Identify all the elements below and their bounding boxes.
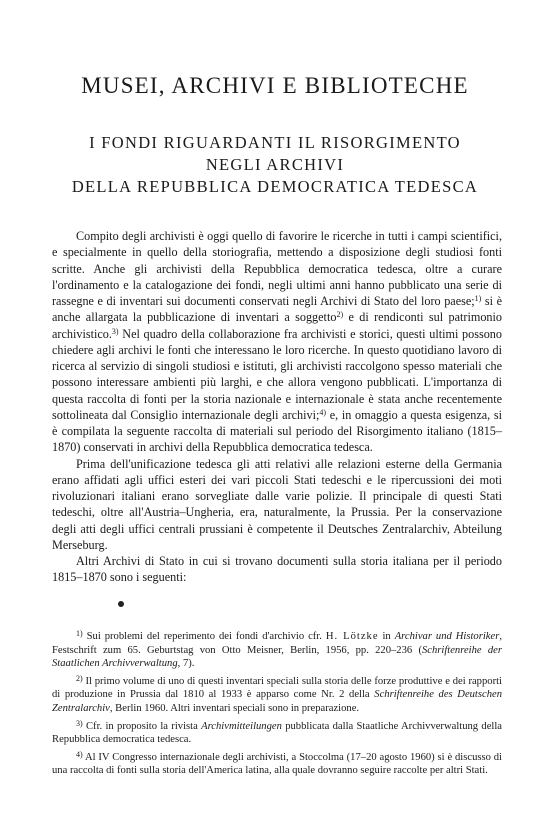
section-heading: MUSEI, ARCHIVI E BIBLIOTECHE <box>81 73 469 98</box>
article-title <box>40 132 510 198</box>
cited-author: H. Lötzke <box>325 631 379 642</box>
body-paragraph-2: Prima dell'unificazione tedesca gli atti relativi alle relazioni esterne della Germania erano affidati agli uffici esteri dei vari piccoli Stati tedeschi e le ripercussioni dei moti rivoluzionari italiani erano sorvegliate dalle varie polizie. Il principale di questi Stati tedeschi, oltre all'Austria–Ungheria, era, naturalmente, la Prussia. Per la conservazione degli atti degli uffici centrali prussiani è competente il Deutsches Zentralarchiv, Abteilung Merseburg. <box>52 456 502 552</box>
footnote-1 <box>52 627 502 671</box>
cited-series: Schriftenreihe der Staatlichen Archivverwaltung <box>52 644 502 670</box>
footnote-text: , Festschrift zum 65. Geburtstag von Otto Meisner, Berlin, 1956, pp. 220–236 ( <box>52 631 502 656</box>
footnote-number: 1) <box>76 629 83 638</box>
body-paragraph-1 <box>52 228 502 456</box>
footnote-number: 2) <box>76 673 83 683</box>
footnote-2 <box>52 672 502 716</box>
body-text-run: e, in omaggio a questa esigenza, si è compilata la seguente raccolta di materiali sul periodo del Risorgimento italiano (1815–1870) conservati in archivi della Repubblica democratica tedesca. <box>52 407 502 455</box>
footnote-text: Sui problemi del reperimento dei fondi d'archivio cfr. <box>86 631 326 642</box>
body-text-run: Nel quadro della collaborazione fra archivisti e storici, questi ultimi possono chiedere agli archivi le fonti che interessano le loro ricerche. In questo quotidiano lavoro di ricerca al servizio di singoli studiosi e istituti, gli archivisti raccolgono spesso materiali che possono interessare ambienti più larghi, e che allora vengono pubblicati. L'importanza di questa raccolta di fonti per la storia nazionale e internazionale è stata anche recentemente sottolineata dal Consiglio internazionale degli archivi; <box>52 326 502 422</box>
footnote-text: Cfr. in proposito la rivista <box>85 720 202 732</box>
footnote-ref-1: 1) <box>474 294 482 303</box>
body-text-run: si è anche allargata la pubblicazione di inventari a soggetto <box>52 294 502 325</box>
cited-journal: Archivmitteilungen <box>201 720 282 732</box>
footnotes <box>52 627 502 779</box>
footnote-ref-3: 3) <box>111 326 119 336</box>
footnote-ref-4: 4) <box>319 407 327 417</box>
body-text-run: e di rendiconti sul patrimonio archivistico. <box>52 310 502 341</box>
footnote-text: , 7). <box>177 658 195 670</box>
footnote-ref-2: 2) <box>336 310 344 320</box>
cited-series: Schriftenreihe des Deutschen Zentralarchiv <box>52 689 503 714</box>
article-title-line-1: I FONDI RIGUARDANTI IL RISORGIMENTO <box>89 133 461 152</box>
separator-dot <box>118 601 124 607</box>
article-body <box>52 228 502 586</box>
footnote-text: pubblicata dalla Staatliche Archivverwaltung della Repubblica democratica tedesca. <box>52 720 502 746</box>
body-text-run: Compito degli archivisti è oggi quello di favorire le ricerche in tutti i campi scientifici, e specialmente in quello della storiografia, mettendo a disposizione degli studiosi fonti scritte. Anche gli archivisti della Repubblica democratica tedesca, oltre a curare l'ordinamento e la catalogazione dei fondi, negli ultimi anni hanno pubblicato una serie di rassegne e di inventari sui documenti conservati negli Archivi di Stato del loro paese; <box>52 229 502 308</box>
footnote-number: 3) <box>76 718 83 728</box>
footnote-3 <box>52 717 502 747</box>
body-paragraph-3: Altri Archivi di Stato in cui si trovano documenti sulla storia italiana per il periodo 1815–1870 sono i seguenti: <box>52 554 502 585</box>
footnote-text: in <box>378 631 395 642</box>
article-title-line-3: DELLA REPUBBLICA DEMOCRATICA TEDESCA <box>71 177 479 196</box>
footnote-text: , Berlin 1960. Altri inventari speciali sono in preparazione. <box>109 702 360 714</box>
footnote-number: 4) <box>76 749 83 759</box>
footnote-4 <box>52 748 502 778</box>
footnote-text: Al IV Congresso internazionale degli archivisti, a Stoccolma (17–20 agosto 1960) si è discusso di una raccolta di fonti sulla storia dell'America latina, alla quale dovranno seguire raccolte per altri Stati. <box>52 751 502 777</box>
article-title-line-2: NEGLI ARCHIVI <box>205 155 345 174</box>
cited-title: Archivar und Historiker <box>394 631 500 642</box>
footnote-text: Il primo volume di uno di questi inventari speciali sulla storia delle forze produttive e dei rapporti di produzione in Prussia dal 1810 al 1933 è apparso come Nr. 2 della <box>52 675 502 701</box>
